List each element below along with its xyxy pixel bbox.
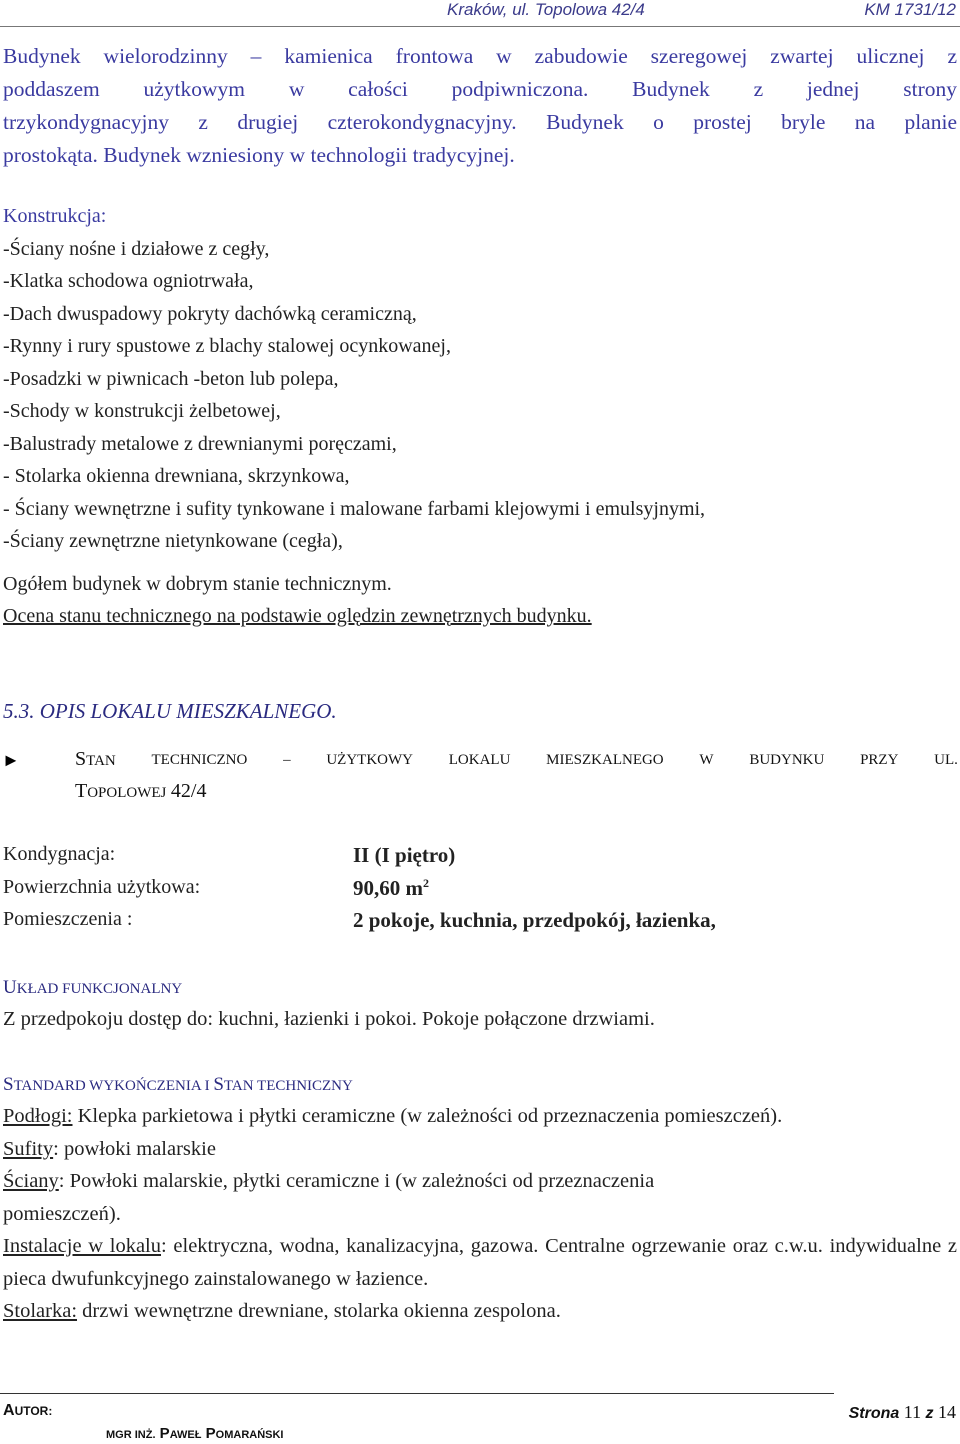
walls-paragraph [3, 1165, 957, 1198]
installations-text: : elektryczna, wodna, kanalizacyjna, gazowa. Centralne ogrzewanie oraz c.w.u. indywidualne z pieca dwufunkcyjnego zainstalowanego w łazience. [3, 1235, 957, 1290]
area-value: 90,60 $m^2$ [353, 876, 429, 900]
construction-item: -Ściany nośne i działowe z cegły, [3, 237, 270, 260]
heading-word: BUDYNKU [749, 752, 825, 768]
header-case-number: KM 1731/12 [864, 0, 956, 19]
header-address: Kraków, ul. Topolowa 42/4 [447, 0, 645, 19]
construction-item: - Ściany wewnętrzne i sufity tynkowane i malowane farbami klejowymi i emulsyjnymi, [3, 497, 706, 520]
finish-standard-heading: STANDARD WYKOŃCZENIA I STAN TECHNICZNY [3, 1074, 353, 1095]
condition-summary: Ogółem budynek w dobrym stanie technicznym. [3, 572, 392, 595]
heading-word: W [699, 752, 714, 768]
installations-label: Instalacje w lokalu [3, 1235, 161, 1257]
building-description [3, 40, 957, 172]
footer-author-label: AUTOR: [3, 1402, 53, 1419]
heading-word: MIESZKALNEGO [546, 752, 664, 768]
joinery-text: drzwi wewnętrzne drewniane, stolarka okienna zespolona. [77, 1300, 561, 1322]
intro-line-2: poddaszem użytkowym w całości podpiwniczona. Budynek z jednej strony [3, 77, 957, 101]
footer-author-name: MGR INŻ. PAWEŁ POMARAŃSKI [106, 1425, 284, 1442]
construction-item: -Schody w konstrukcji żelbetowej, [3, 400, 281, 422]
construction-item: -Klatka schodowa ogniotrwała, [3, 270, 254, 292]
installations-paragraph [3, 1230, 957, 1295]
construction-item: -Dach dwuspadowy pokryty dachówką ceramiczną, [3, 302, 417, 325]
walls-text-continued: pomieszczeń). [3, 1202, 121, 1225]
rooms-value: 2 pokoje, kuchnia, przedpokój, łazienka, [353, 908, 716, 932]
intro-line-1: Budynek wielorodzinny – kamienica frontowa w zabudowie szeregowej zwartej ulicznej z [3, 44, 957, 68]
construction-item: -Ściany zewnętrzne nietynkowane (cegła), [3, 530, 343, 552]
construction-title: Konstrukcja: [3, 205, 107, 227]
section-number: 5.3. [3, 699, 35, 723]
rooms-label: Pomieszczenia : [3, 908, 133, 930]
construction-item: -Rynny i rury spustowe z blachy stalowej ocynkowanej, [3, 335, 451, 357]
condition-heading-line-1 [75, 748, 958, 771]
page-number: Strona 11 z 14 [848, 1402, 956, 1422]
heading-word: UL. [934, 752, 958, 768]
ceilings-paragraph [3, 1133, 957, 1166]
floors-text: Klepka parkietowa i płytki ceramiczne (w zależności od przeznaczenia pomieszczeń). [72, 1105, 783, 1127]
floors-paragraph [3, 1100, 957, 1133]
floor-label: Kondygnacja: [3, 843, 116, 865]
intro-line-4: prostokąta. Budynek wzniesiony w technologii tradycyjnej. [3, 143, 515, 167]
page-header [0, 0, 960, 26]
walls-text: : Powłoki malarskie, płytki ceramiczne i (w zależności od przeznaczenia [58, 1170, 655, 1192]
condition-heading-line-2: TOPOLOWEJ 42/4 [75, 780, 207, 802]
construction-section [3, 200, 705, 633]
assessment-note: Ocena stanu technicznego na podstawie oględzin zewnętrznych budynku. [3, 605, 592, 627]
construction-item: - Stolarka okienna drewniana, skrzynkowa, [3, 465, 350, 487]
joinery-paragraph [3, 1295, 957, 1328]
floor-value: II (I piętro) [353, 843, 456, 867]
ceilings-label: Sufity [3, 1137, 54, 1160]
layout-heading: UKŁAD FUNKCJONALNY [3, 977, 183, 998]
heading-word: – [283, 752, 291, 768]
walls-label: Ściany [3, 1170, 59, 1192]
joinery-label: Stolarka: [3, 1300, 78, 1322]
ceilings-text: : powłoki malarskie [53, 1137, 216, 1160]
footer-divider [0, 1393, 834, 1394]
header-divider [0, 26, 960, 27]
heading-word: PRZY [860, 752, 899, 768]
construction-item: -Balustrady metalowe z drewnianymi poręczami, [3, 432, 397, 455]
floors-label: Podłogi: [3, 1105, 73, 1127]
heading-word: UŻYTKOWY [326, 752, 413, 768]
finish-standard-section [3, 1070, 957, 1328]
section-heading [3, 699, 337, 724]
heading-word: TECHNICZNO [151, 752, 248, 768]
layout-section [3, 973, 957, 1036]
intro-line-3: trzykondygnacyjny z drugiej czterokondygnacyjny. Budynek o prostej bryle na planie [3, 110, 957, 134]
heading-word: LOKALU [448, 752, 511, 768]
arrow-bullet-icon: ► [2, 750, 20, 770]
area-label: Powierzchnia użytkowa: [3, 876, 201, 898]
heading-word: STAN [75, 748, 116, 770]
section-title: OPIS LOKALU MIESZKALNEGO. [39, 699, 337, 723]
construction-item: -Posadzki w piwnicach -beton lub polepa, [3, 367, 339, 390]
layout-text: Z przedpokoju dostęp do: kuchni, łazienki i pokoi. Pokoje połączone drzwiami. [3, 1008, 655, 1030]
